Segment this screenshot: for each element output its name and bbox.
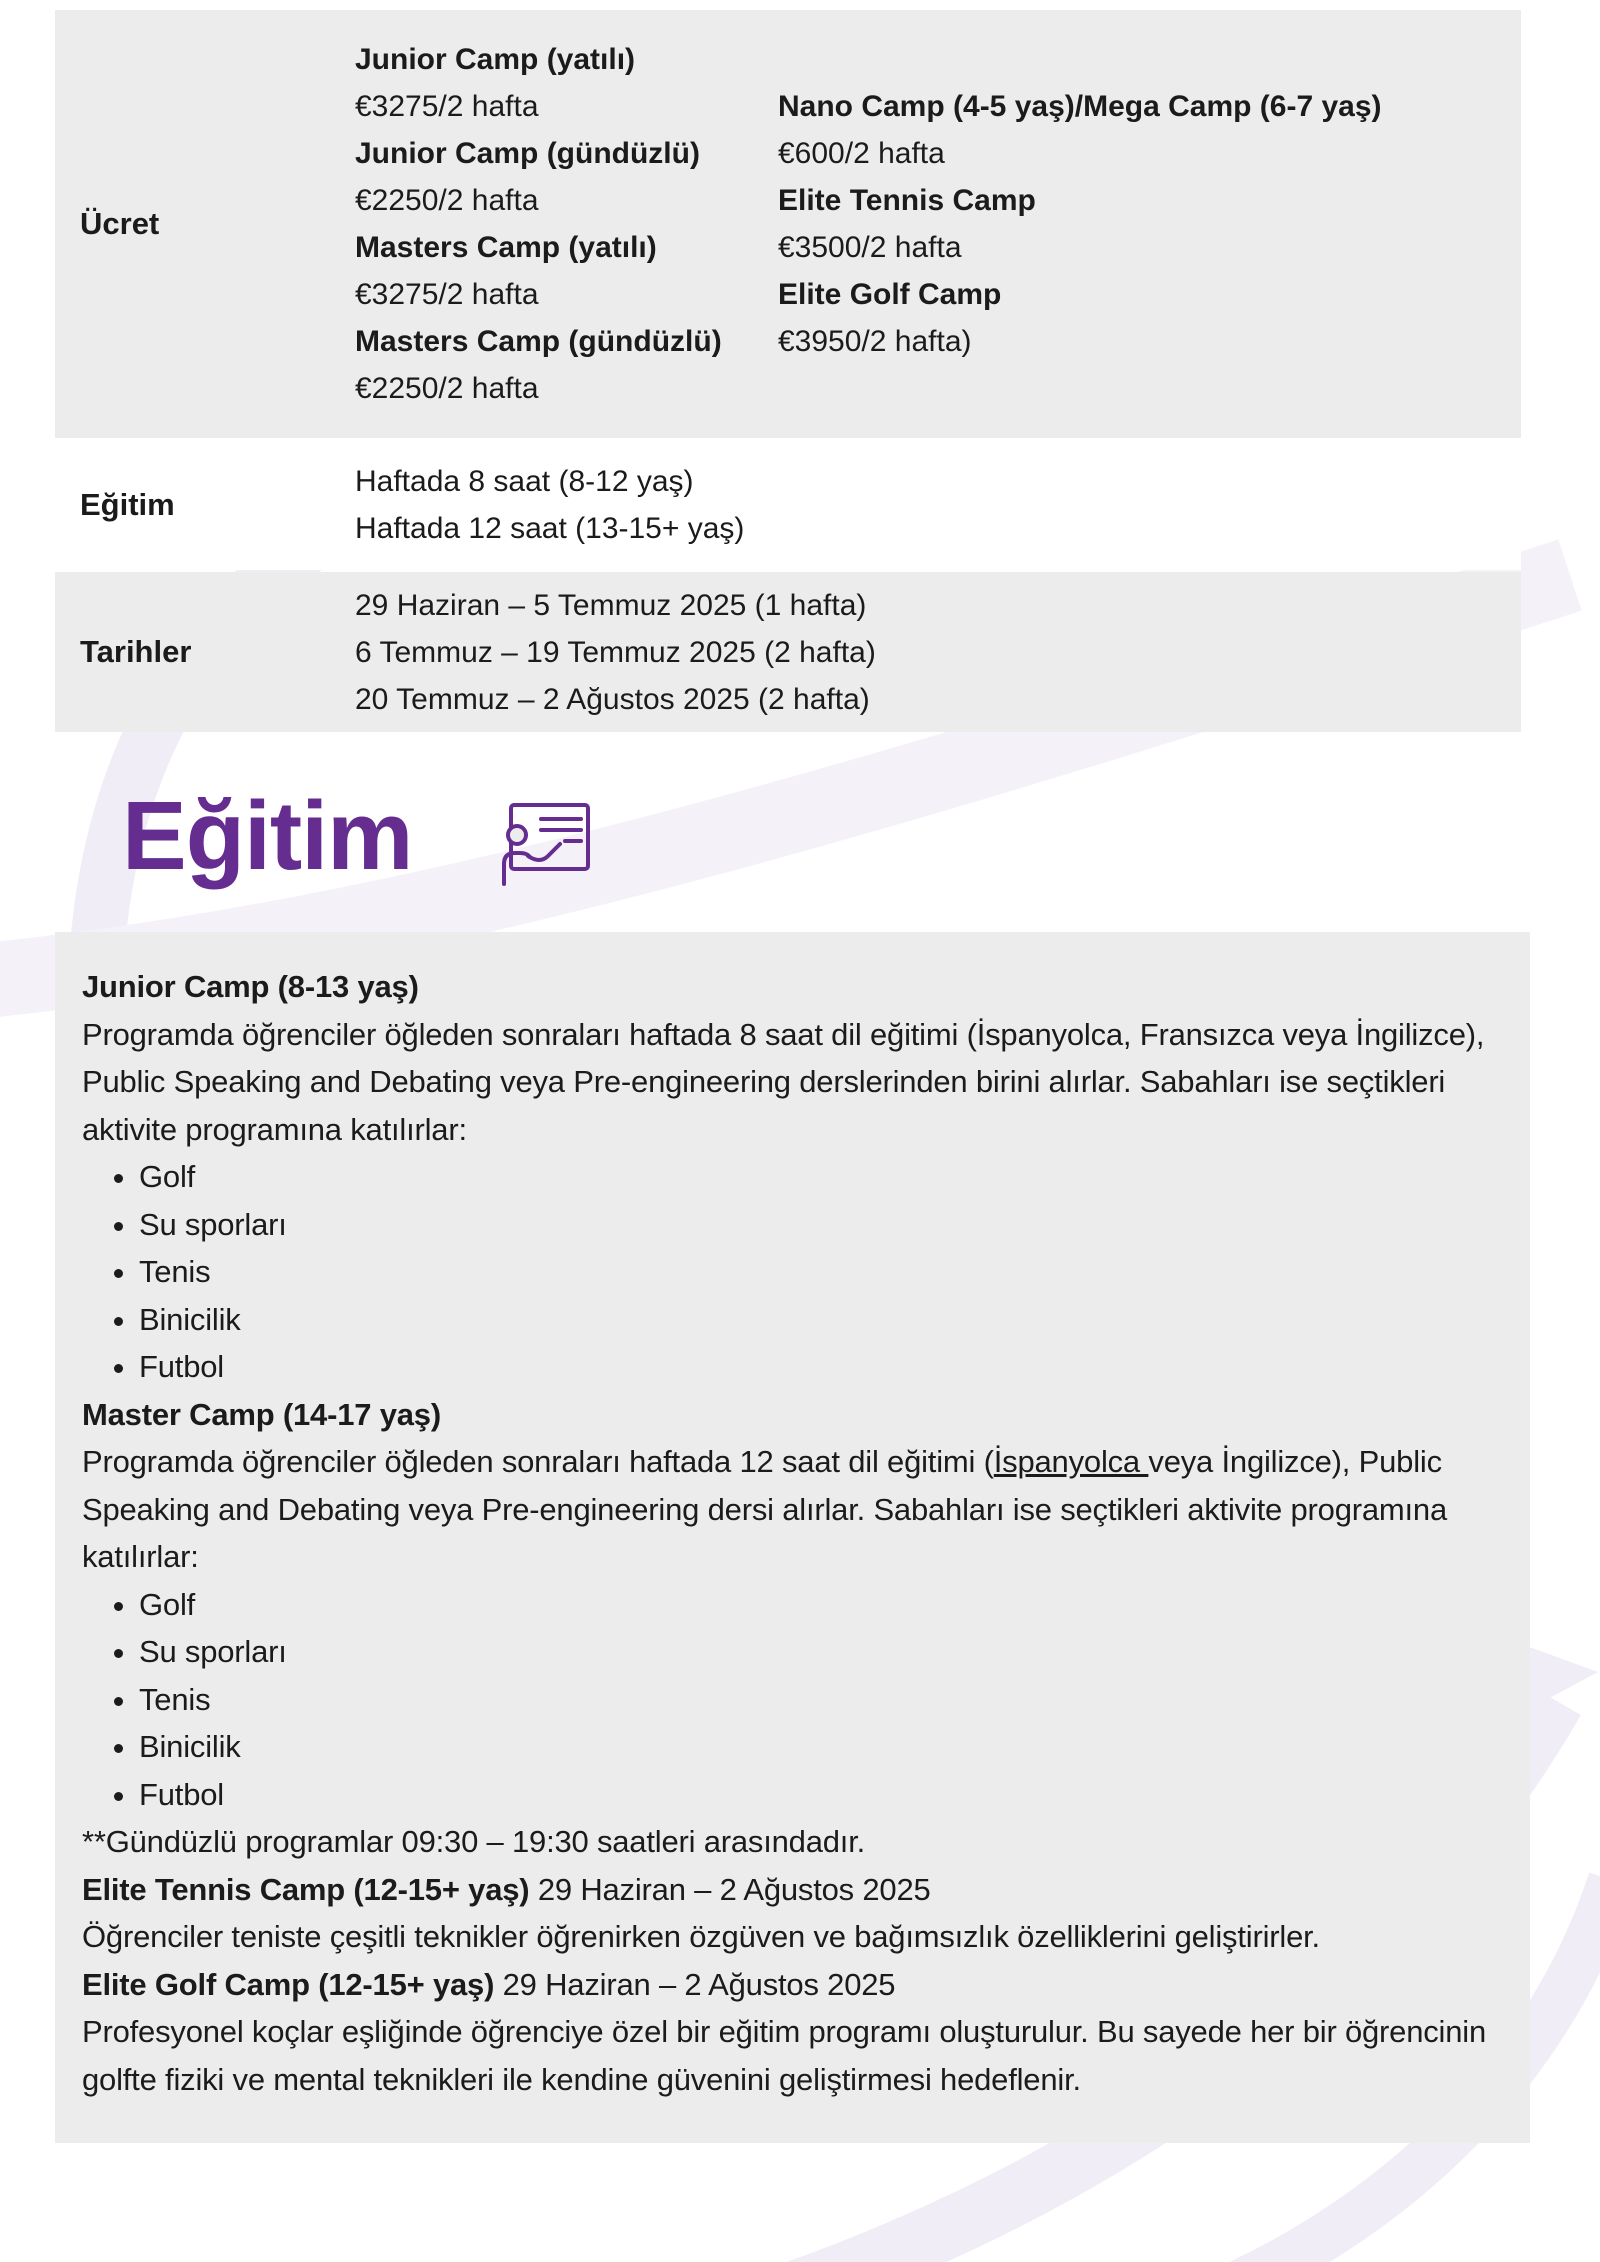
presentation-board-icon <box>490 802 592 888</box>
table-line: Elite Tennis Camp <box>778 184 1036 217</box>
table-row <box>55 440 1521 570</box>
table-line: 6 Temmuz – 19 Temmuz 2025 (2 hafta) <box>355 635 876 669</box>
text-segment: Master Camp (14-17 yaş) <box>82 1396 441 1432</box>
bullet-item: • Futbol <box>139 1771 1512 1819</box>
text-segment: Elite Golf Camp (12-15+ yaş) <box>82 1966 495 2002</box>
table-row <box>55 10 1521 438</box>
content-paragraph <box>82 1818 1512 1866</box>
table-line: €3950/2 hafta) <box>778 325 972 358</box>
table-line: Junior Camp (gündüzlü) <box>355 137 700 170</box>
bullet-item: • Binicilik <box>139 1723 1512 1771</box>
text-segment: Programda öğrenciler öğleden sonraları haftada 12 saat dil eğitimi ( <box>82 1444 994 1479</box>
table-line: 20 Temmuz – 2 Ağustos 2025 (2 hafta) <box>355 682 870 716</box>
content-paragraph <box>82 1011 1512 1154</box>
bullet-item: • Su sporları <box>139 1628 1512 1676</box>
table-line: Masters Camp (yatılı) <box>355 231 657 264</box>
row-col2 <box>355 582 876 723</box>
table-line: Masters Camp (gündüzlü) <box>355 325 722 358</box>
table-line: €3275/2 hafta <box>355 90 539 123</box>
table-line: €3500/2 hafta <box>778 231 962 264</box>
bullet-list <box>82 1153 1512 1391</box>
table-line: €2250/2 hafta <box>355 372 539 405</box>
text-segment: 29 Haziran – 2 Ağustos 2025 <box>494 1966 896 2002</box>
table-line: Haftada 12 saat (13-15+ yaş) <box>355 512 745 545</box>
text-segment: Öğrenciler teniste çeşitli teknikler öğrenirken özgüven ve bağımsızlık özelliklerini geliştirirler. <box>82 1919 1320 1954</box>
text-segment: Elite Tennis Camp (12-15+ yaş) <box>82 1871 530 1907</box>
content-paragraph <box>82 1438 1512 1581</box>
bullet-item: • Futbol <box>139 1343 1512 1391</box>
row-col3 <box>778 83 1521 365</box>
row-label: Ücret <box>80 206 160 241</box>
bullet-item: • Tenis <box>139 1248 1512 1296</box>
table-line: €3275/2 hafta <box>355 278 539 311</box>
text-segment: veya İngilizce), Public Speaking and Debating veya Pre-engineering dersi alırlar. Sabahları ise seçtikleri aktivite programına katılırlar: <box>82 1444 1448 1574</box>
text-segment: Programda öğrenciler öğleden sonraları haftada 8 saat dil eğitimi (İspanyolca, Fransızca veya İngilizce), Public Speaking and Debating veya Pre-engineering derslerinden birini alırlar. Sabahları ise seçtikleri aktivite programına katılırlar: <box>82 1016 1485 1147</box>
bullet-item: • Su sporları <box>139 1201 1512 1249</box>
table-line: Elite Golf Camp <box>778 278 1002 311</box>
content-paragraph <box>82 1866 1512 1914</box>
row-label: Eğitim <box>80 487 175 522</box>
bullet-item: • Golf <box>139 1581 1512 1629</box>
bullet-item: • Tenis <box>139 1676 1512 1724</box>
table-line: €600/2 hafta <box>778 137 945 170</box>
text-segment: **Gündüzlü programlar 09:30 – 19:30 saatleri arasındadır. <box>82 1824 866 1859</box>
table-line: Haftada 8 saat (8-12 yaş) <box>355 465 694 498</box>
content-paragraph <box>82 2008 1512 2103</box>
bullet-list <box>82 1581 1512 1819</box>
section-title: Eğitim <box>122 781 413 890</box>
table-line: €2250/2 hafta <box>355 184 539 217</box>
row-col2 <box>355 458 778 552</box>
table-line: Junior Camp (yatılı) <box>355 43 636 76</box>
content-paragraph <box>82 1391 1512 1439</box>
row-label: Tarihler <box>80 634 192 669</box>
text-segment: Profesyonel koçlar eşliğinde öğrenciye özel bir eğitim programı oluşturulur. Bu sayede her bir öğrencinin golfte fiziki ve mental teknikleri ile kendine güvenini geliştirmesi hedeflenir. <box>82 2014 1487 2097</box>
text-segment: 29 Haziran – 2 Ağustos 2025 <box>529 1871 931 1907</box>
text-segment: Junior Camp (8-13 yaş) <box>82 969 419 1004</box>
education-content <box>55 932 1530 2143</box>
table-row <box>55 572 1521 732</box>
content-paragraph <box>82 963 1512 1011</box>
info-table <box>55 10 1521 732</box>
bullet-item: • Binicilik <box>139 1296 1512 1344</box>
content-paragraph <box>82 1913 1512 1961</box>
row-col2 <box>355 36 778 412</box>
table-line: 29 Haziran – 5 Temmuz 2025 (1 hafta) <box>355 588 867 622</box>
underlined-text: İspanyolca <box>993 1444 1149 1479</box>
content-paragraph <box>82 1961 1512 2009</box>
bullet-item: • Golf <box>139 1153 1512 1201</box>
table-line: Nano Camp (4-5 yaş)/Mega Camp (6-7 yaş) <box>778 90 1382 123</box>
